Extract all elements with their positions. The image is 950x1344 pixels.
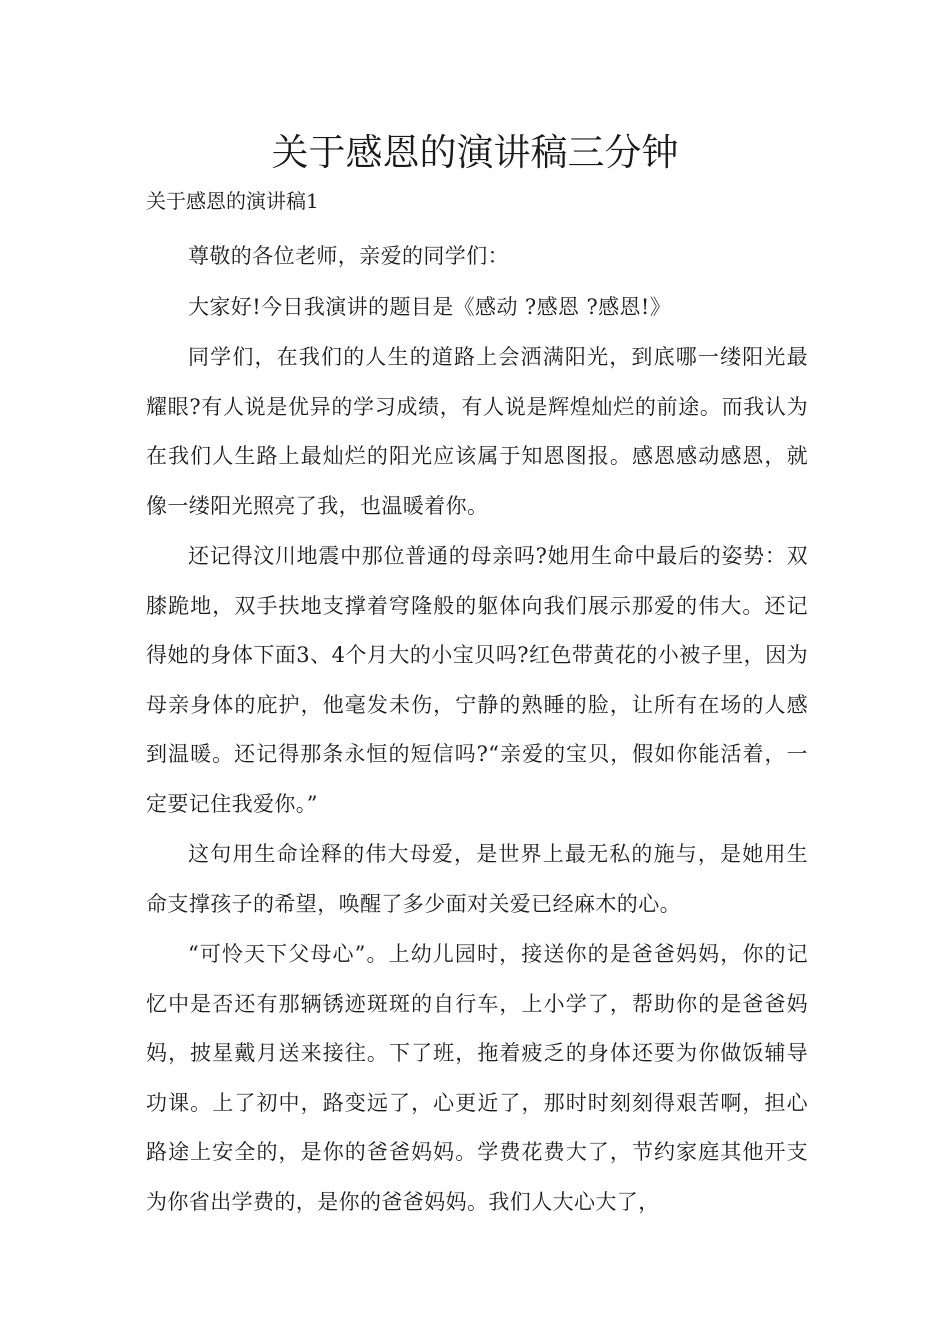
- paragraph-greeting: 尊敬的各位老师，亲爱的同学们：: [188, 244, 509, 268]
- document-title: 关于感恩的演讲稿三分钟: [271, 131, 679, 174]
- paragraph-mother-love: 这句用生命诠释的伟大母爱，是世界上最无私的施与，是她用生命支撑孩子的希望，唤醒了多少面对关爱已经麻木的心。: [146, 842, 808, 916]
- document-subtitle: 关于感恩的演讲稿1: [146, 189, 319, 213]
- document-body: [146, 232, 808, 1228]
- paragraph-intro: 大家好!今日我演讲的题目是《感动 ?感恩 ?感恩!》: [188, 294, 672, 319]
- paragraph-sunshine: 同学们，在我们的人生的道路上会洒满阳光，到底哪一缕阳光最耀眼?有人说是优异的学习成绩，有人说是辉煌灿烂的前途。而我认为在我们人生路上最灿烂的阳光应该属于知恩图报。感恩感动感恩，就像一缕阳光照亮了我，也温暖着你。: [146, 345, 808, 518]
- paragraph-parents: “可怜天下父母心”。上幼儿园时，接送你的是爸爸妈妈，你的记忆中是否还有那辆锈迹斑斑的自行车，上小学了，帮助你的是爸爸妈妈，披星戴月送来接往。下了班，拖着疲乏的身体还要为你做饭辅导功课。上了初中，路变远了，心更近了，那时时刻刻得艰苦啊，担心路途上安全的，是你的爸爸妈妈。学费花费大了，节约家庭其他开支为你省出学费的，是你的爸爸妈妈。我们人大心大了，: [146, 942, 808, 1214]
- paragraph-earthquake-mother: 还记得汶川地震中那位普通的母亲吗?她用生命中最后的姿势：双膝跪地，双手扶地支撑着穹隆般的躯体向我们展示那爱的伟大。还记得她的身体下面3、4个月大的小宝贝吗?红色带黄花的小被子里，因为母亲身体的庇护，他毫发未伤，宁静的熟睡的脸，让所有在场的人感到温暖。还记得那条永恒的短信吗?“亲爱的宝贝，假如你能活着，一定要记住我爱你。”: [146, 544, 808, 816]
